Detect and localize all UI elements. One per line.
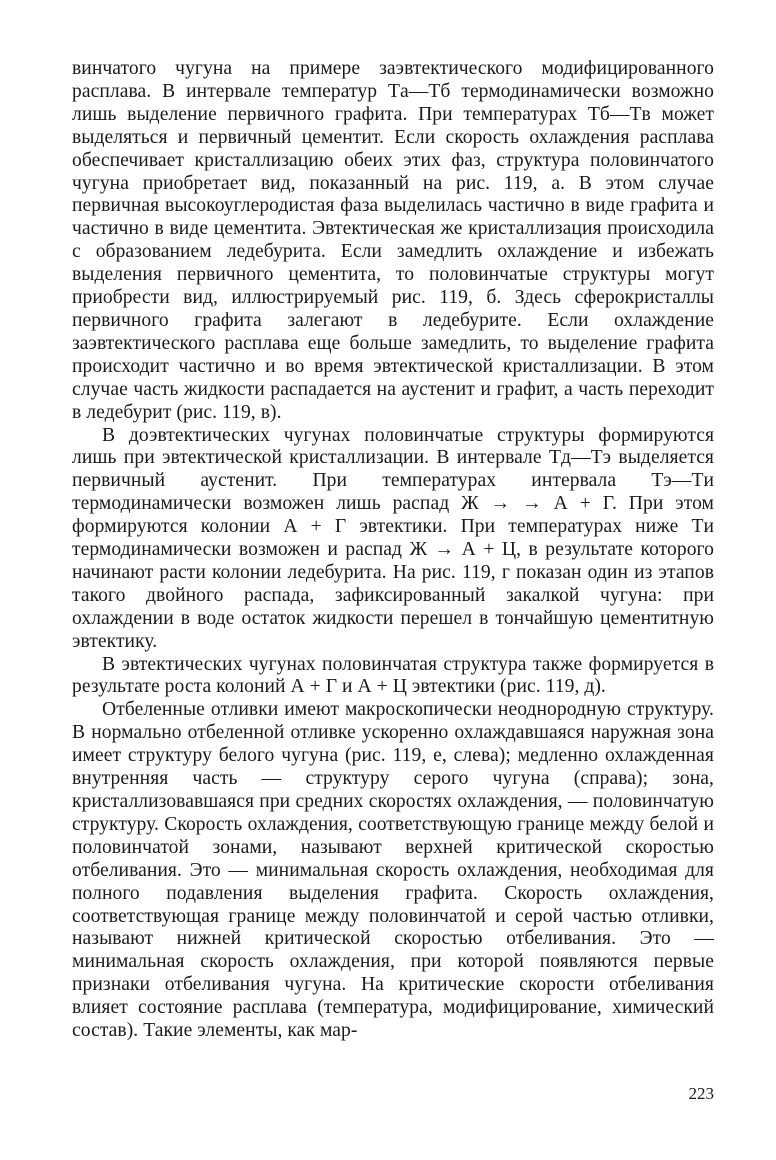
paragraph-hypoeutectic: В доэвтектических чугунах половинчатые структуры формируются лишь при эвтектической кристаллизации. В интервале Tд—Tэ выделяется первичный аустенит. При температурах интервала Tэ—Tи термодинамически возможен лишь распад Ж → → А + Г. При этом формируются колонии А + Г эвтектики. При температурах ниже Tи термодинамически возможен и распад Ж → А + Ц, в результате которого начинают расти колонии ледебурита. На рис. 119, г показан один из этапов такого двойного распада, зафиксированный закалкой чугуна: при охлаждении в воде остаток жидкости перешел в тончайшую цементитную эвтектику. bbox=[72, 424, 714, 652]
paragraph-chilled-castings: Отбеленные отливки имеют макроскопически неоднородную структуру. В нормально отбеленной отливке ускоренно охлаждавшаяся наружная зона имеет структуру белого чугуна (рис. 119, е, слева); медленно охлажденная внутренняя часть — структуру серого чугуна (справа); зона, кристаллизовавшаяся при средних скоростях охлаждения, — половинчатую структуру. Скорость охлаждения, соответствующую границе между белой и половинчатой зонами, называют верхней критической скоростью отбеливания. Это — минимальная скорость охлаждения, необходимая для полного подавления выделения графита. Скорость охлаждения, соответствующая границе между половинчатой и серой частью отливки, называют нижней критической скоростью отбеливания. Это — минимальная скорость охлаждения, при которой появляются первые признаки отбеливания чугуна. На критические скорости отбеливания влияет состояние расплава (температура, модифицирование, химический состав). Такие элементы, как мар- bbox=[72, 699, 714, 1042]
page-number: 223 bbox=[688, 1084, 714, 1103]
paragraph-eutectic: В эвтектических чугунах половинчатая структура также формируется в результате роста колоний А + Г и А + Ц эвтектики (рис. 119, д). bbox=[72, 653, 714, 698]
page-body bbox=[72, 58, 714, 1043]
paragraph-continued: винчатого чугуна на примере заэвтектического модифицированного расплава. В интервале температур Tа—Tб термодинамически возможно лишь выделение первичного графита. При температурах Tб—Tв может выделяться и первичный цементит. Если скорость охлаждения расплава обеспечивает кристаллизацию обеих этих фаз, структура половинчатого чугуна приобретает вид, показанный на рис. 119, а. В этом случае первичная высокоуглеродистая фаза выделилась частично в виде графита и частично в виде цементита. Эвтектическая же кристаллизация происходила с образованием ледебурита. Если замедлить охлаждение и избежать выделения первичного цементита, то половинчатые структуры могут приобрести вид, иллюстрируемый рис. 119, б. Здесь сферокристаллы первичного графита залегают в ледебурите. Если охлаждение заэвтектического расплава еще больше замедлить, то выделение графита происходит частично и во время эвтектической кристаллизации. В этом случае часть жидкости распадается на аустенит и графит, а часть переходит в ледебурит (рис. 119, в). bbox=[72, 58, 714, 423]
